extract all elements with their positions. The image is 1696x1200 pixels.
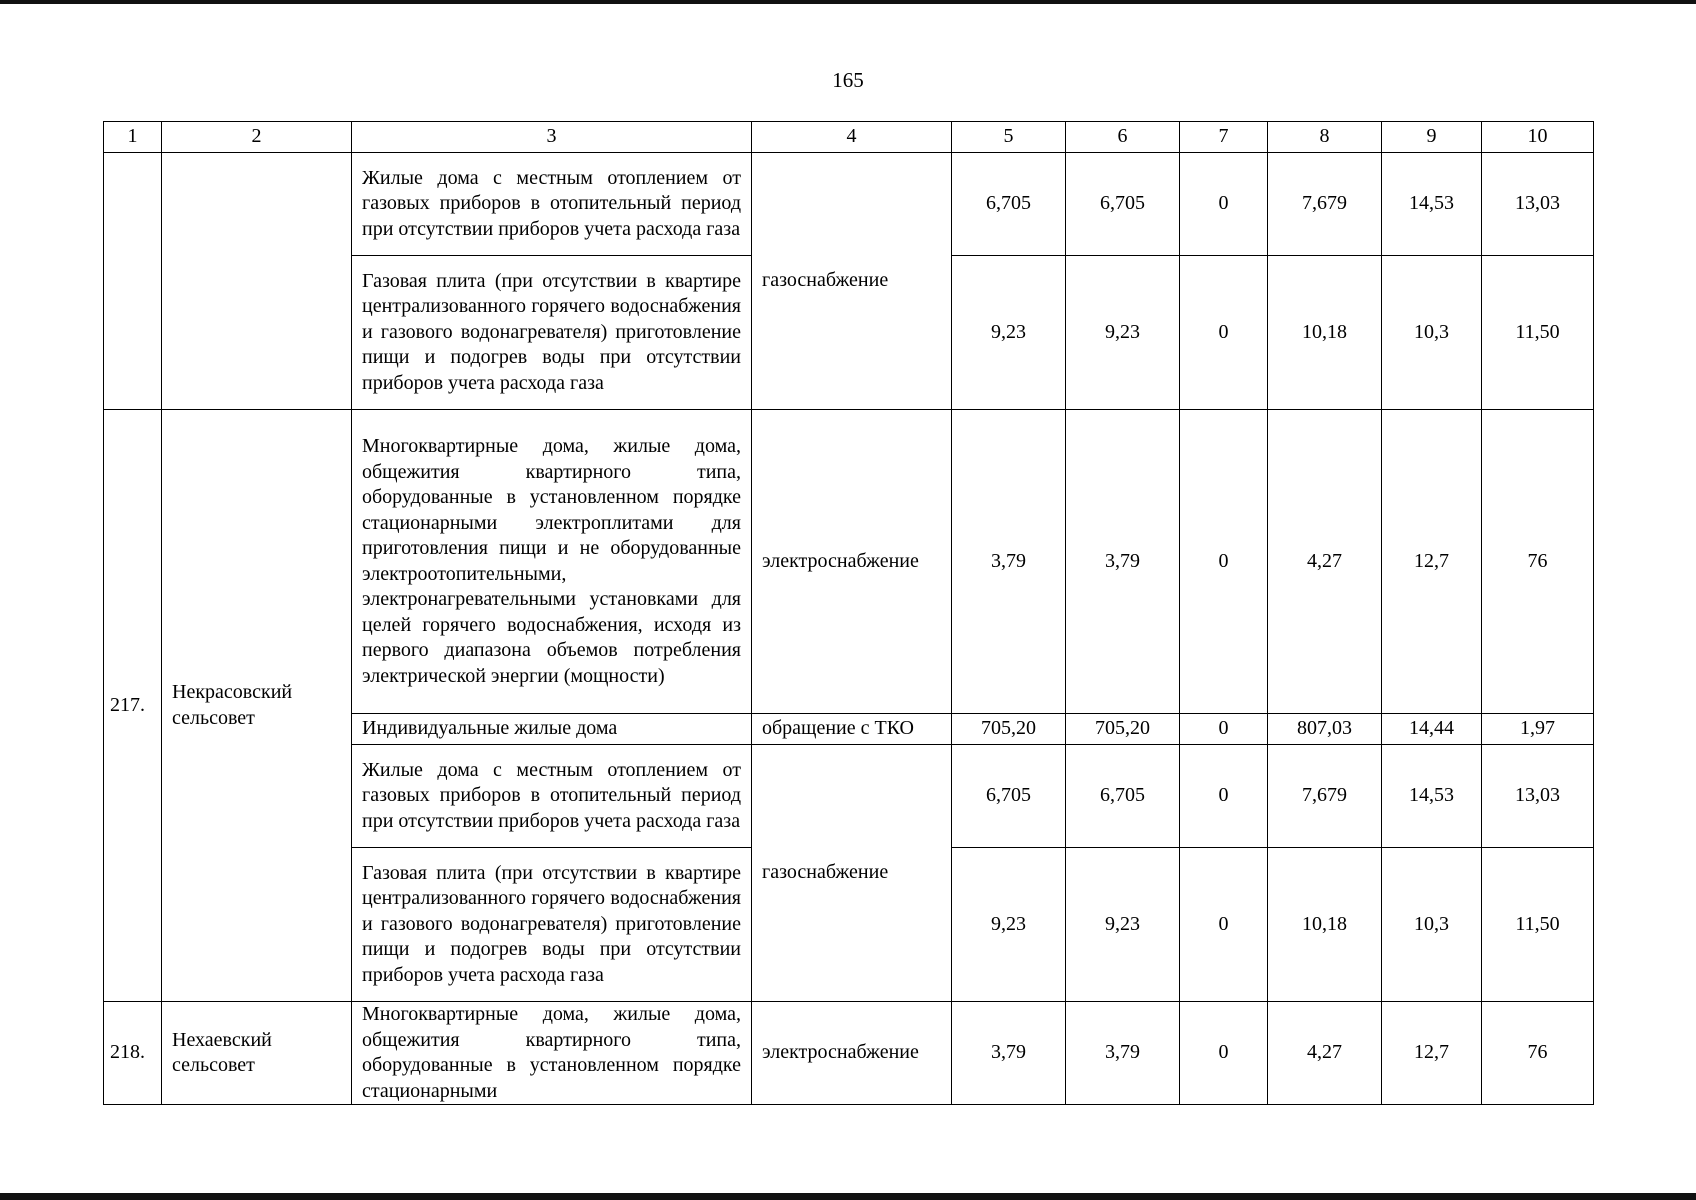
value-cell: 10,18 [1268,256,1382,410]
header-cell: 7 [1180,122,1268,153]
value-cell: 0 [1180,714,1268,745]
service-type: газоснабжение [752,153,952,410]
consumer-description: Газовая плита (при отсутствии в квартире централизованного горячего водоснабжения и газового водонагревателя) приготовление пищи и подогрев воды при отсутствии приборов учета расхода газа [352,256,752,410]
header-cell: 1 [104,122,162,153]
value-cell: 3,79 [952,1002,1066,1105]
value-cell: 7,679 [1268,745,1382,848]
value-cell: 3,79 [1066,1002,1180,1105]
scan-bottom-edge [0,1193,1696,1200]
value-cell: 14,53 [1382,745,1482,848]
header-cell: 6 [1066,122,1180,153]
value-cell: 13,03 [1482,153,1594,256]
value-cell: 9,23 [1066,256,1180,410]
header-cell: 8 [1268,122,1382,153]
value-cell: 11,50 [1482,256,1594,410]
table-row [104,153,1594,256]
entity-cell-empty [162,153,352,410]
value-cell: 10,3 [1382,256,1482,410]
table-row [104,1002,1594,1105]
value-cell: 3,79 [1066,410,1180,714]
value-cell: 13,03 [1482,745,1594,848]
value-cell: 11,50 [1482,848,1594,1002]
value-cell: 6,705 [1066,745,1180,848]
value-cell: 10,3 [1382,848,1482,1002]
consumer-description: Газовая плита (при отсутствии в квартире централизованного горячего водоснабжения и газового водонагревателя) приготовление пищи и подогрев воды при отсутствии приборов учета расхода газа [352,848,752,1002]
value-cell: 6,705 [1066,153,1180,256]
value-cell: 12,7 [1382,410,1482,714]
header-cell: 9 [1382,122,1482,153]
value-cell: 4,27 [1268,410,1382,714]
value-cell: 6,705 [952,153,1066,256]
service-type: обращение с ТКО [752,714,952,745]
consumer-description: Жилые дома с местным отоплением от газовых приборов в отопительный период при отсутствии приборов учета расхода газа [352,745,752,848]
value-cell: 12,7 [1382,1002,1482,1105]
header-cell: 3 [352,122,752,153]
value-cell: 6,705 [952,745,1066,848]
value-cell: 76 [1482,410,1594,714]
value-cell: 705,20 [1066,714,1180,745]
header-row [104,122,1594,153]
consumer-description: Индивидуальные жилые дома [352,714,752,745]
header-cell: 5 [952,122,1066,153]
service-type: электроснабжение [752,410,952,714]
value-cell: 0 [1180,410,1268,714]
value-cell: 0 [1180,848,1268,1002]
value-cell: 705,20 [952,714,1066,745]
value-cell: 14,53 [1382,153,1482,256]
value-cell: 9,23 [952,848,1066,1002]
entity-name: Нехаевский сельсовет [162,1002,352,1105]
value-cell: 9,23 [952,256,1066,410]
value-cell: 14,44 [1382,714,1482,745]
value-cell: 0 [1180,745,1268,848]
value-cell: 1,97 [1482,714,1594,745]
value-cell: 10,18 [1268,848,1382,1002]
value-cell: 4,27 [1268,1002,1382,1105]
tariff-table [103,121,1594,1105]
entity-name: Некрасовский сельсовет [162,410,352,1002]
index-cell-empty [104,153,162,410]
consumer-description: Жилые дома с местным отоплением от газовых приборов в отопительный период при отсутствии приборов учета расхода газа [352,153,752,256]
row-index: 217. [104,410,162,1002]
page-number: 165 [832,68,864,92]
value-cell: 3,79 [952,410,1066,714]
table-row [104,410,1594,714]
consumer-description: Многоквартирные дома, жилые дома, общежития квартирного типа, оборудованные в установленном порядке стационарными электроплитами для приготовления пищи и не оборудованные электроотопительными, электронагревательными установками для целей горячего водоснабжения, исходя из первого диапазона объемов потребления электрической энергии (мощности) [352,410,752,714]
service-type: электроснабжение [752,1002,952,1105]
header-cell: 4 [752,122,952,153]
value-cell: 807,03 [1268,714,1382,745]
service-type: газоснабжение [752,745,952,1002]
scan-top-edge [0,0,1696,4]
value-cell: 0 [1180,256,1268,410]
value-cell: 7,679 [1268,153,1382,256]
row-index: 218. [104,1002,162,1105]
value-cell: 9,23 [1066,848,1180,1002]
value-cell: 0 [1180,1002,1268,1105]
header-cell: 10 [1482,122,1594,153]
value-cell: 76 [1482,1002,1594,1105]
consumer-description: Многоквартирные дома, жилые дома, общежития квартирного типа, оборудованные в установленном порядке стационарными [352,1002,752,1105]
value-cell: 0 [1180,153,1268,256]
header-cell: 2 [162,122,352,153]
